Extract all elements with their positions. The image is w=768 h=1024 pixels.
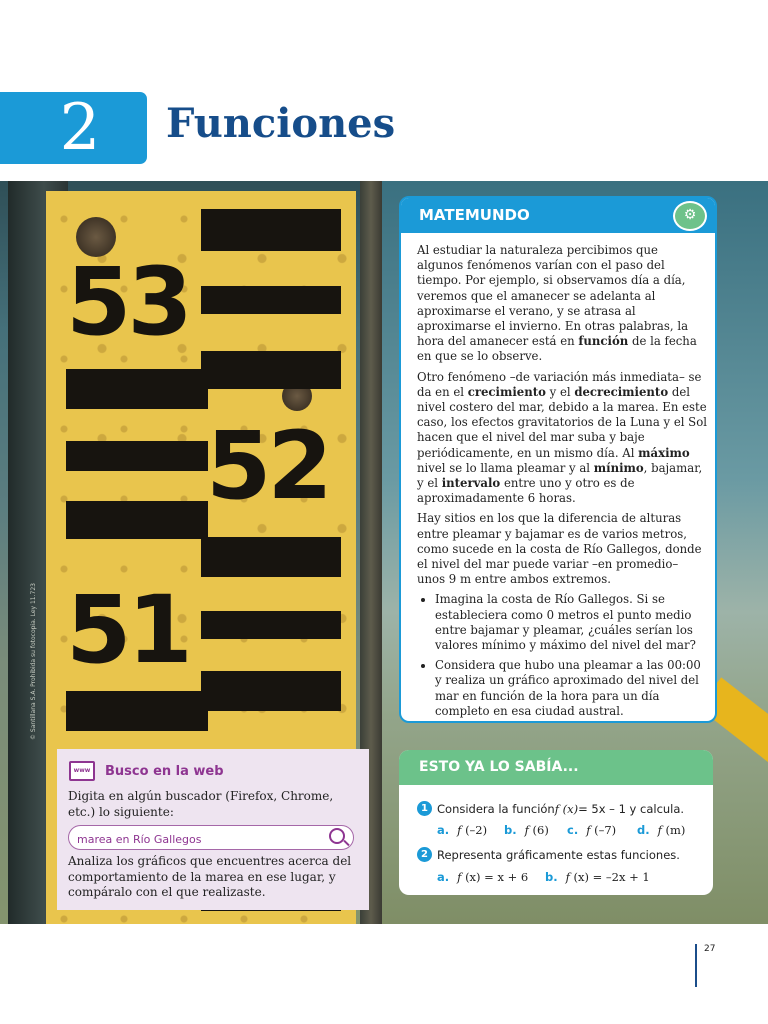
page-number: 27 xyxy=(704,944,716,954)
esto-heading: ESTO YA LO SABÍA... xyxy=(399,750,713,785)
busco-outro: Analiza los gráficos que encuentres acerca del comportamiento de la marea en ese lugar, y compáralo con el que realizaste. xyxy=(68,854,352,899)
page-number-rule xyxy=(695,944,697,987)
search-icon[interactable] xyxy=(329,828,345,844)
answer-option: c. f (–7) xyxy=(567,823,617,837)
matemundo-paragraph: Otro fenómeno –de variación más inmediata– se da en el crecimiento y el decrecimiento del nivel costero del mar, debido a la marea. En este caso, los efectos gravitatorios de la Luna y el Sol hacen que el nivel del mar suba y baje periódicamente, en un mismo día. Al máximo nivel se lo llama pleamar y al mínimo, bajamar, y el intervalo entre uno y otro es de aproximadamente 6 horas. xyxy=(417,369,707,506)
list-item: • Considera que hubo una pleamar a las 00:00 y realiza un gráfico aproximado del nivel del mar en función de la hora para un día completo en esa ciudad austral. xyxy=(435,658,707,719)
answer-option: d. f (m) xyxy=(637,823,686,837)
web-icon: www xyxy=(69,761,95,781)
search-box[interactable] xyxy=(68,825,354,850)
answer-option: b. f (6) xyxy=(504,823,549,837)
matemundo-paragraph: Al estudiar la naturaleza percibimos que algunos fenómenos varían con el paso del tiempo. Por ejemplo, si observamos día a día, veremos que el amanecer se adelanta al aproximarse el verano, y se atrasa al aproximarse el invierno. En otras palabras, la hora del amanecer está en función de la fecha en que se lo observe. xyxy=(417,243,697,364)
answer-option: a. f (–2) xyxy=(437,823,488,837)
chapter-title: Funciones xyxy=(166,100,396,147)
globe-gear-icon: ⚙ xyxy=(673,201,707,231)
gauge-number: 51 xyxy=(66,576,189,685)
busco-intro: Digita en algún buscador (Firefox, Chrome, etc.) lo siguiente: xyxy=(68,789,334,819)
matemundo-bullets xyxy=(417,592,707,719)
question-2: 2 Representa gráficamente estas funciones. xyxy=(417,847,680,862)
answer-option: a. f (x) = x + 6 xyxy=(437,870,529,884)
question-1: 1 Considera la función f (x) = 5x – 1 y calcula. xyxy=(417,801,684,816)
photo-credit: © Santillana S.A. Prohibida su fotocopia. Ley 11.723 xyxy=(30,583,37,740)
matemundo-box xyxy=(399,196,717,723)
esto-ya-lo-sabia-box xyxy=(399,750,713,895)
chapter-number: 2 xyxy=(59,91,101,165)
gauge-number: 52 xyxy=(206,412,329,521)
search-input[interactable] xyxy=(75,829,319,849)
list-item: • Imagina la costa de Río Gallegos. Si se estableciera como 0 metros el punto medio entre bajamar y pleamar, ¿cuáles serían los valores mínimo y máximo del nivel del mar? xyxy=(435,592,707,653)
busco-title: Busco en la web xyxy=(105,763,224,779)
gauge-number: 53 xyxy=(66,248,189,357)
answer-option: b. f (x) = –2x + 1 xyxy=(545,870,650,884)
busco-en-la-web-box xyxy=(57,749,369,910)
matemundo-paragraph: Hay sitios en los que la diferencia de alturas entre pleamar y bajamar es de varios metros, como sucede en la costa de Río Gallegos, donde el nivel del mar puede variar –en promedio– unos 9 m entre ambos extremos. xyxy=(417,511,702,587)
matemundo-heading: MATEMUNDO xyxy=(401,198,715,233)
